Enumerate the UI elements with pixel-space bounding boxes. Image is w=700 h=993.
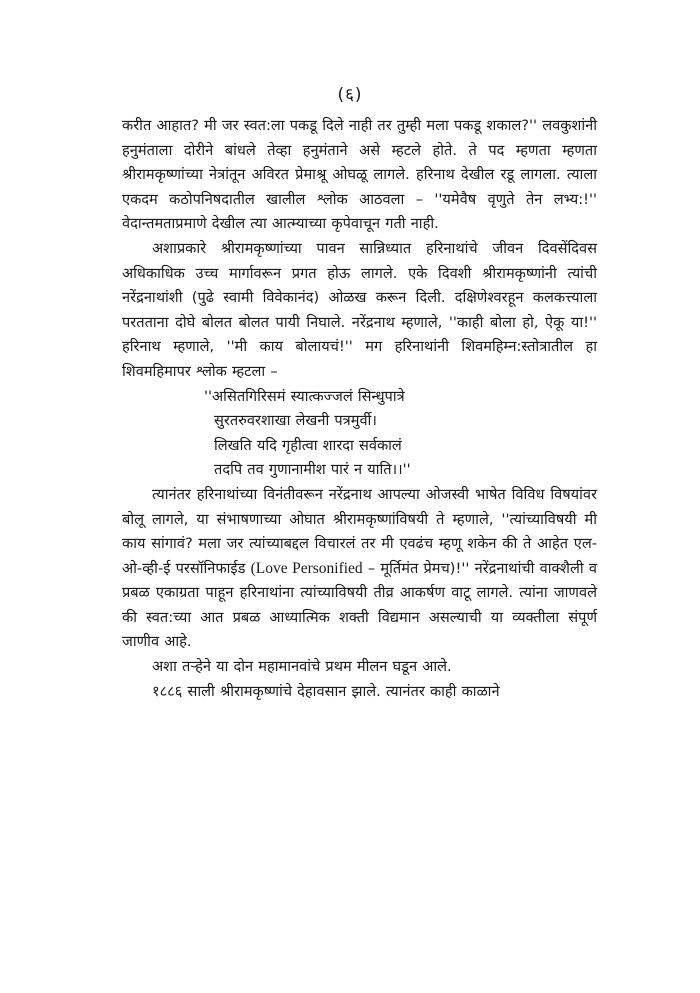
paragraph-3-part-2: – मूर्तिमंत प्रेमच)!'' नरेंद्रनाथांची वाक्शैली व प्रबळ एकाग्रता पाहून हरिनाथांना त्यांच्याविषयी तीव्र आकर्षण वाटू लागले. त्यांना जाणवले की स्वत:च्या आत प्रबळ आध्यात्मिक शक्ती विद्यमान असल्याची या व्यक्तीला संपूर्ण जाणीव आहे. xyxy=(122,559,597,651)
paragraph-3 xyxy=(122,483,597,655)
paragraph-3-part-1: त्यानंतर हरिनाथांच्या विनंतीवरून नरेंद्रनाथ आपल्या ओजस्वी भाषेत विविध विषयांवर बोलू लागले, या संभाषणाच्या ओघात श्रीरामकृष्णांविषयी ते म्हणाले, ''त्यांच्याविषयी मी काय सांगावं? मला जर त्यांच्याबद्दल विचारलं तर मी एवढंच म्हणू शकेन की ते आहेत एल-ओ-व्ही-ई परसॉनिफाईड xyxy=(122,485,597,577)
verse-line-4: तदपि तव गुणानामीश पारं न याति।।'' xyxy=(214,461,411,479)
verse-line-1: ''असितगिरिसमं स्यात्कज्जलं सिन्धुपात्रे xyxy=(204,387,405,405)
body-text xyxy=(122,114,597,704)
page-number: (६) xyxy=(337,85,363,105)
paragraph-1: करीत आहात? मी जर स्वत:ला पकडू दिले नाही तर तुम्ही मला पकडू शकाल?'' लवकुशांनी हनुमंताला दोरीने बांधले तेव्हा हनुमंताने असे म्हटले होते. ते पद म्हणता म्हणता श्रीरामकृष्णांच्या नेत्रांतून अविरत प्रेमाश्रू ओघळू लागले. हरिनाथ देखील रडू लागला. त्याला एकदम कठोपनिषदातील खालील श्लोक आठवला – ''यमेवैष वृणुते तेन लभ्य:!'' वेदान्तमताप्रमाणे देखील त्या आत्म्याच्या कृपेवाचून गती नाही. xyxy=(122,117,597,233)
verse-line-3: लिखति यदि गृहीत्वा शारदा सर्वकालं xyxy=(214,436,402,454)
paragraph-2: अशाप्रकारे श्रीरामकृष्णांच्या पावन सान्निध्यात हरिनाथांचे जीवन दिवसेंदिवस अधिकाधिक उच्च मार्गावरून प्रगत होऊ लागले. एके दिवशी श्रीरामकृष्णांनी त्यांची नरेंद्रनाथांशी (पुढे स्वामी विवेकानंद) ओळख करून दिली. दक्षिणेश्वरहून कलकत्त्याला परतताना दोघे बोलत बोलत पायी निघाले. नरेंद्रनाथ म्हणाले, ''काही बोला हो, ऐकू या!'' हरिनाथ म्हणाले, ''मी काय बोलायचं!'' मग हरिनाथांनी शिवमहिम्न:स्तोत्रातील हा शिवमहिमापर श्लोक म्हटला – xyxy=(122,239,597,380)
verse-line-2: सुरतरुवरशाखा लेखनी पत्रमुर्वी। xyxy=(214,412,377,430)
paragraph-4: अशा तऱ्हेने या दोन महामानवांचे प्रथम मीलन घडून आले. xyxy=(152,658,452,676)
paragraph-5: १८८६ साली श्रीरामकृष्णांचे देहावसान झाले. त्यानंतर काही काळाने xyxy=(152,682,500,700)
shloka-verse xyxy=(122,385,597,483)
love-personified-text: (Love Personified xyxy=(250,559,363,577)
